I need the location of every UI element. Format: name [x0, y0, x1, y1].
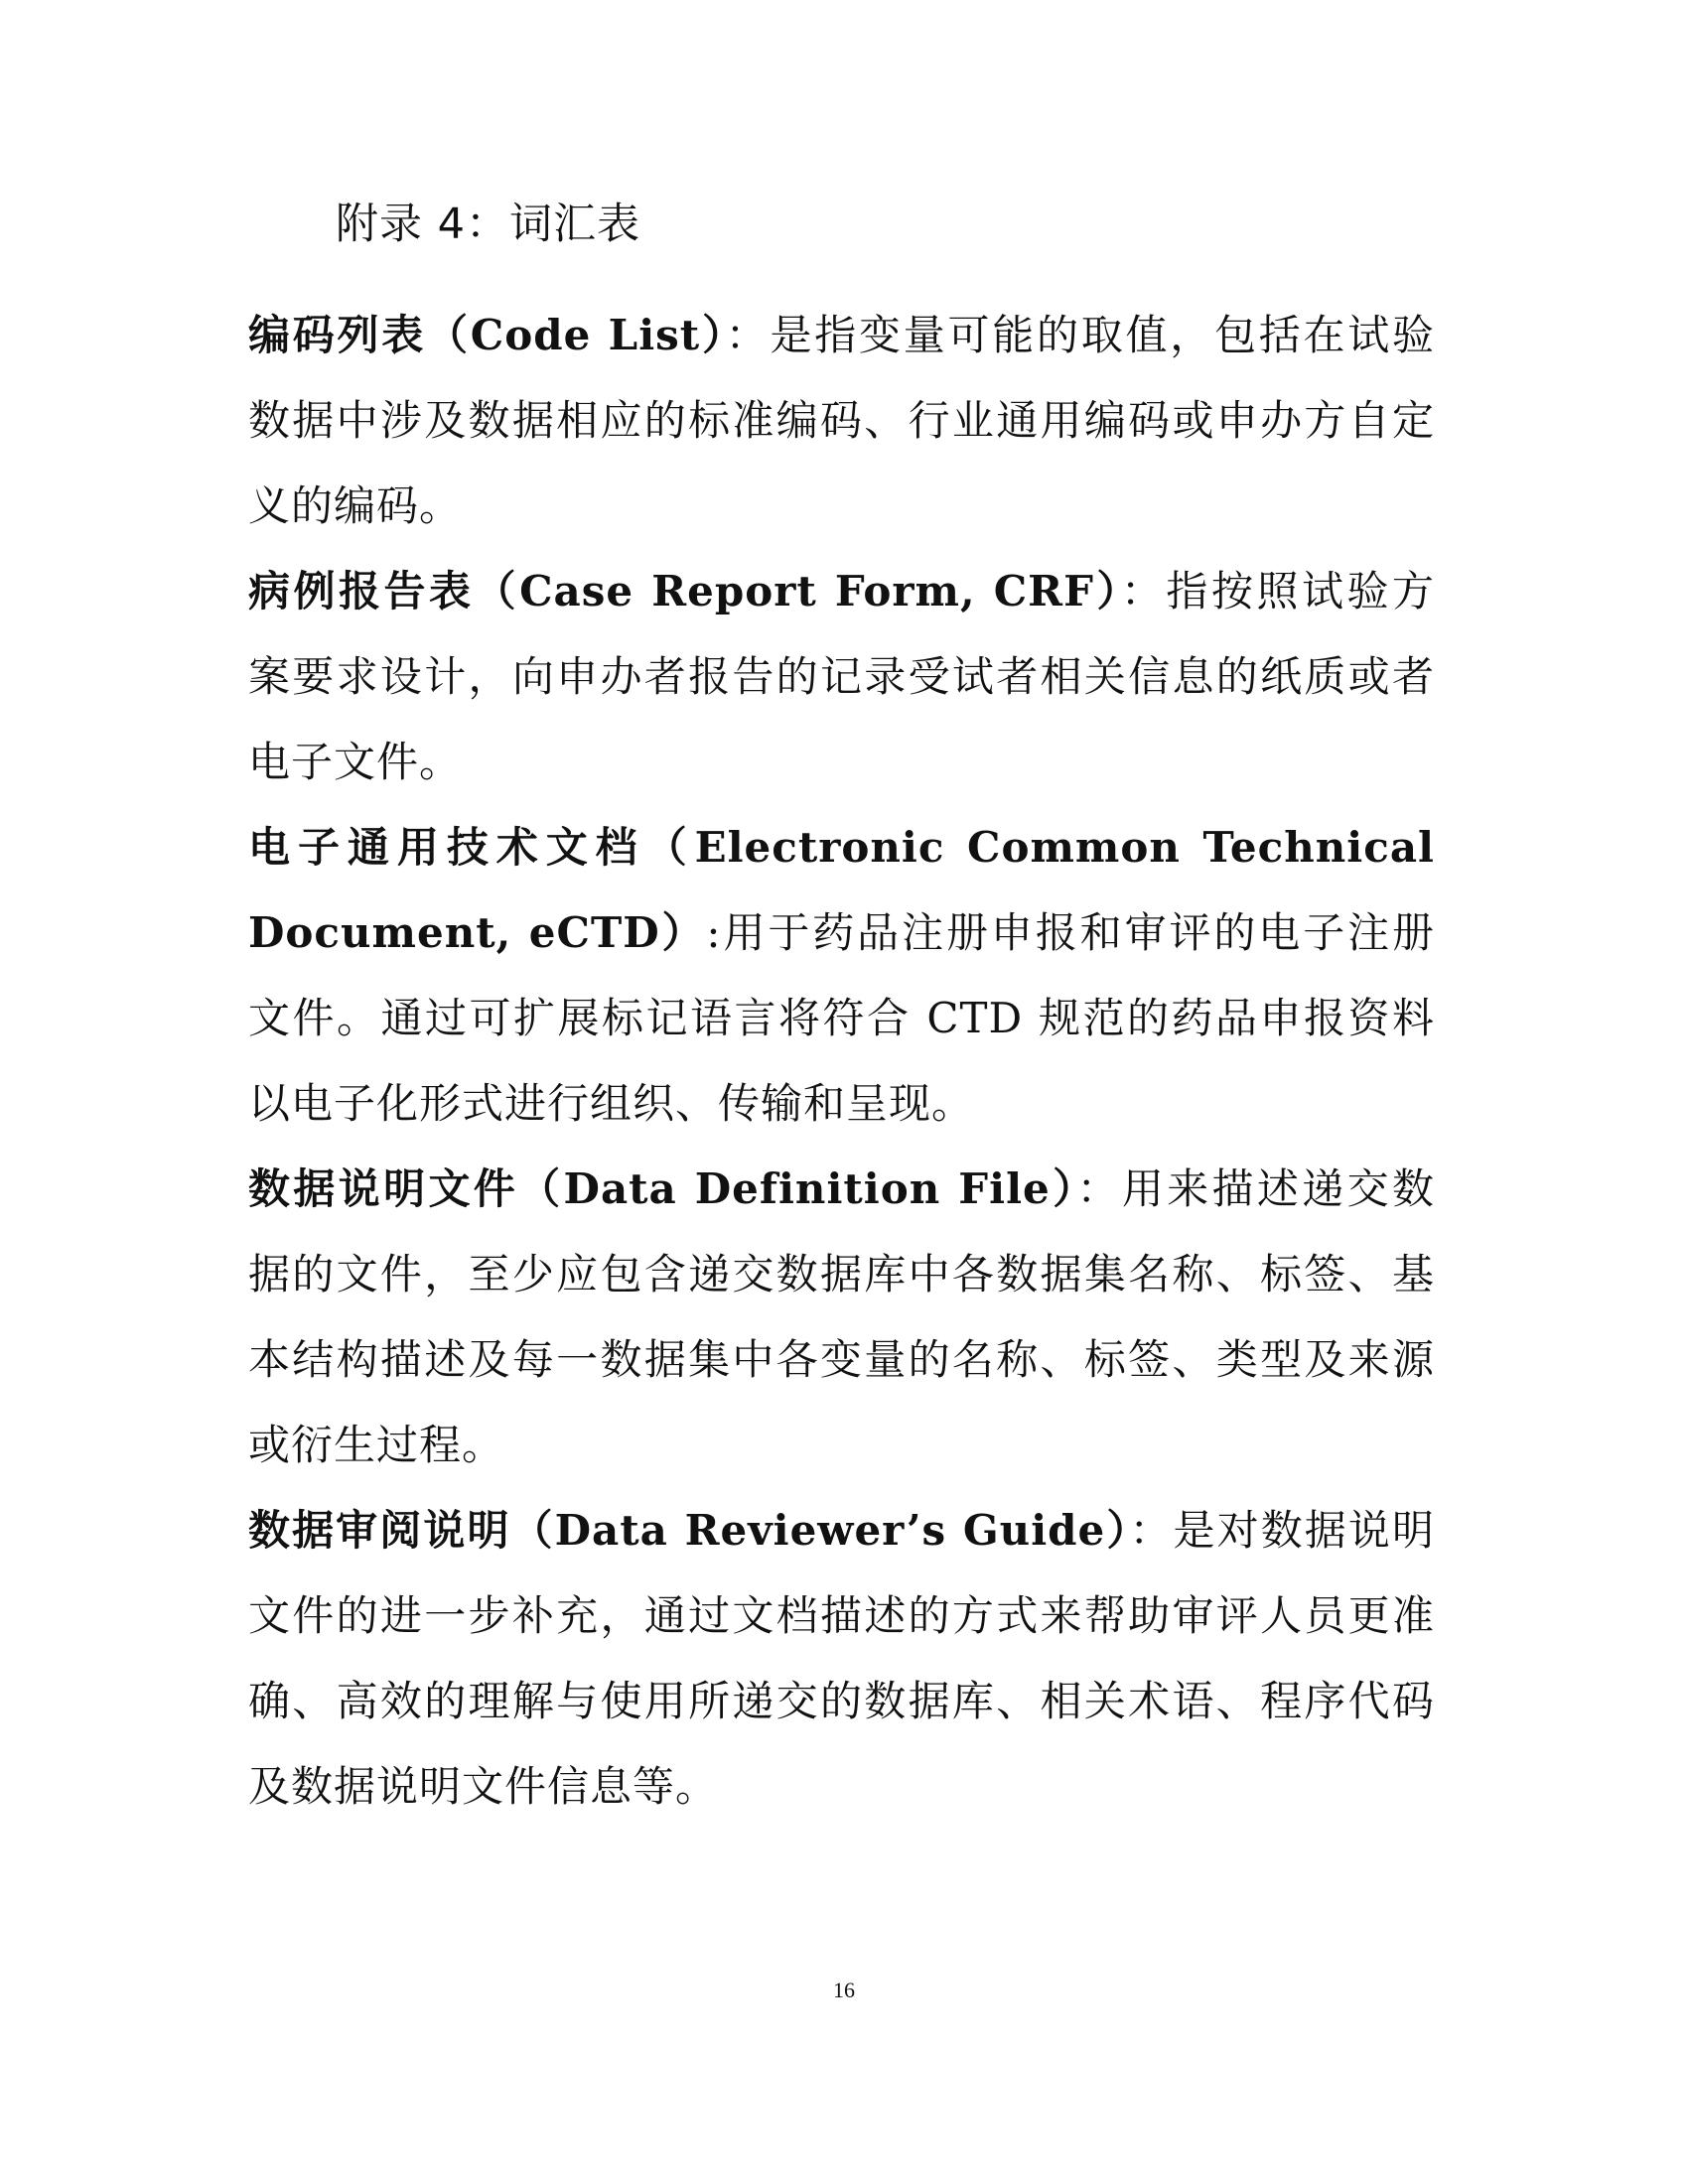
- glossary-entry-data-reviewers-guide: [248, 1488, 1435, 1830]
- appendix-heading: 附录 4：词汇表: [336, 200, 641, 249]
- glossary-body: [248, 293, 1435, 1830]
- glossary-definition: :用于药品注册申报和审评的电子注册文件。通过可扩展标记语言将符合 CTD 规范的药品申报资料以电子化形式进行组织、传输和呈现。: [248, 908, 1435, 1128]
- glossary-term: 病例报告表（Case Report Form, CRF）: [248, 567, 1121, 615]
- page-number: 16: [833, 1978, 855, 2002]
- glossary-term: 数据说明文件（Data Definition File）: [248, 1164, 1077, 1213]
- glossary-definition: ：用来描述递交数据的文件，至少应包含递交数据库中各数据集名称、标签、基本结构描述及每一数据集中各变量的名称、标签、类型及来源或衍生过程。: [248, 1164, 1435, 1469]
- glossary-definition: ：是对数据说明文件的进一步补充，通过文档描述的方式来帮助审评人员更准确、高效的理解与使用所递交的数据库、相关术语、程序代码及数据说明文件信息等。: [248, 1506, 1435, 1811]
- glossary-definition: ：是指变量可能的取值，包括在试验数据中涉及数据相应的标准编码、行业通用编码或申办方自定义的编码。: [248, 311, 1435, 530]
- glossary-term: 编码列表（Code List）: [248, 311, 726, 359]
- glossary-definition: ：指按照试验方案要求设计，向申办者报告的记录受试者相关信息的纸质或者电子文件。: [248, 567, 1435, 786]
- glossary-entry-crf: [248, 549, 1435, 805]
- glossary-term: 电子通用技术文档（Electronic Common Technical Document, eCTD）: [248, 823, 1435, 957]
- glossary-term: 数据审阅说明（Data Reviewer’s Guide）: [248, 1506, 1130, 1555]
- glossary-entry-ectd: [248, 805, 1435, 1147]
- glossary-entry-data-definition-file: [248, 1147, 1435, 1488]
- glossary-entry-code-list: [248, 293, 1435, 549]
